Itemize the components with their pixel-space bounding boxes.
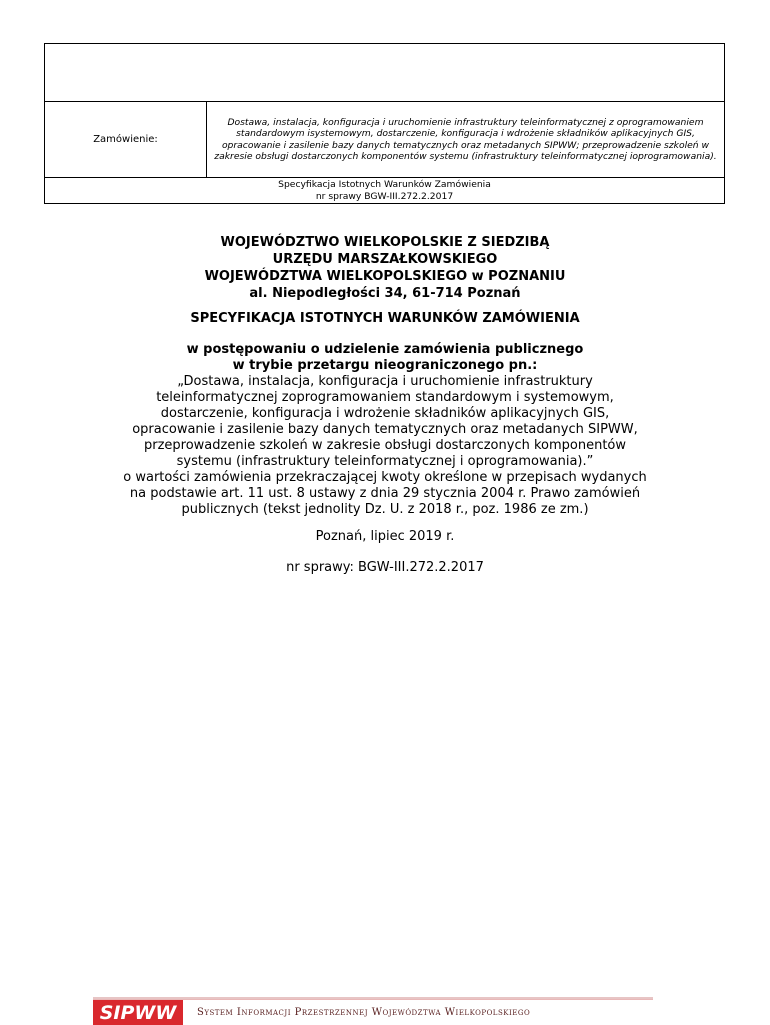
quote-line: publicznych (tekst jednolity Dz. U. z 2018 r., poz. 1986 ze zm.) <box>181 502 589 517</box>
quote-line: przeprowadzenie szkoleń w zakresie obsługi dostarczonych komponentów <box>143 438 627 453</box>
procedure-line: w postępowaniu o udzielenie zamówienia publicznego <box>186 342 584 357</box>
header-empty-row <box>45 44 724 102</box>
header-spec-row <box>45 177 724 204</box>
authority-address: al. Niepodległości 34, 61-714 Poznań <box>249 286 521 301</box>
footer <box>93 999 653 1025</box>
procedure-line: w trybie przetargu nieograniczonego pn.: <box>232 358 538 373</box>
quote-line: teleinformatycznej zoprogramowaniem standardowym i systemowym, <box>156 390 614 405</box>
quote-line: o wartości zamówienia przekraczającej kwoty określone w przepisach wydanych <box>123 470 647 485</box>
authority-line: URZĘDU MARSZAŁKOWSKIEGO <box>272 252 498 267</box>
place-date: Poznań, lipiec 2019 r. <box>315 529 455 544</box>
case-number: nr sprawy: BGW-III.272.2.2017 <box>286 560 484 575</box>
order-label: Zamówienie: <box>45 102 207 177</box>
spec-title: SPECYFIKACJA ISTOTNYCH WARUNKÓW ZAMÓWIENIA <box>190 311 580 326</box>
authority-block <box>60 234 710 302</box>
order-description: Dostawa, instalacja, konfiguracja i uruchomienie infrastruktury teleinformatycznej z oprogramowaniem standardowym isystemowym, dostarczenie, konfiguracja i wdrożenie składników aplikacyjnych GIS, opracowanie i zasilenie bazy danych tematycznych oraz metadanych SIPWW; przeprowadzenie szkoleń w zakresie obsługi dostarczonych komponentów systemu (infrastruktury teleinformatycznej ioprogramowania). <box>214 116 717 162</box>
authority-line: WOJEWÓDZTWA WIELKOPOLSKIEGO w POZNANIU <box>204 269 566 284</box>
sipww-logo: SIPWW <box>93 1000 183 1025</box>
quote-line: opracowanie i zasilenie bazy danych tematycznych oraz metadanych SIPWW, <box>132 422 638 437</box>
procedure-block <box>60 342 710 518</box>
case-line: nr sprawy BGW-III.272.2.2017 <box>315 191 454 202</box>
authority-line: WOJEWÓDZTWO WIELKOPOLSKIE Z SIEDZIBĄ <box>220 235 550 250</box>
footer-text: System Informacji Przestrzennej Województwa Wielkopolskiego <box>197 1007 531 1018</box>
header-table <box>44 43 725 204</box>
quote-line: systemu (infrastruktury teleinformatycznej i oprogramowania).” <box>176 454 594 469</box>
quote-line: dostarczenie, konfiguracja i wdrożenie składników aplikacyjnych GIS, <box>160 406 610 421</box>
quote-line: „Dostawa, instalacja, konfiguracja i uruchomienie infrastruktury <box>177 374 593 389</box>
quote-line: na podstawie art. 11 ust. 8 ustawy z dnia 29 stycznia 2004 r. Prawo zamówień <box>129 486 641 501</box>
spec-line: Specyfikacja Istotnych Warunków Zamówienia <box>278 179 491 190</box>
